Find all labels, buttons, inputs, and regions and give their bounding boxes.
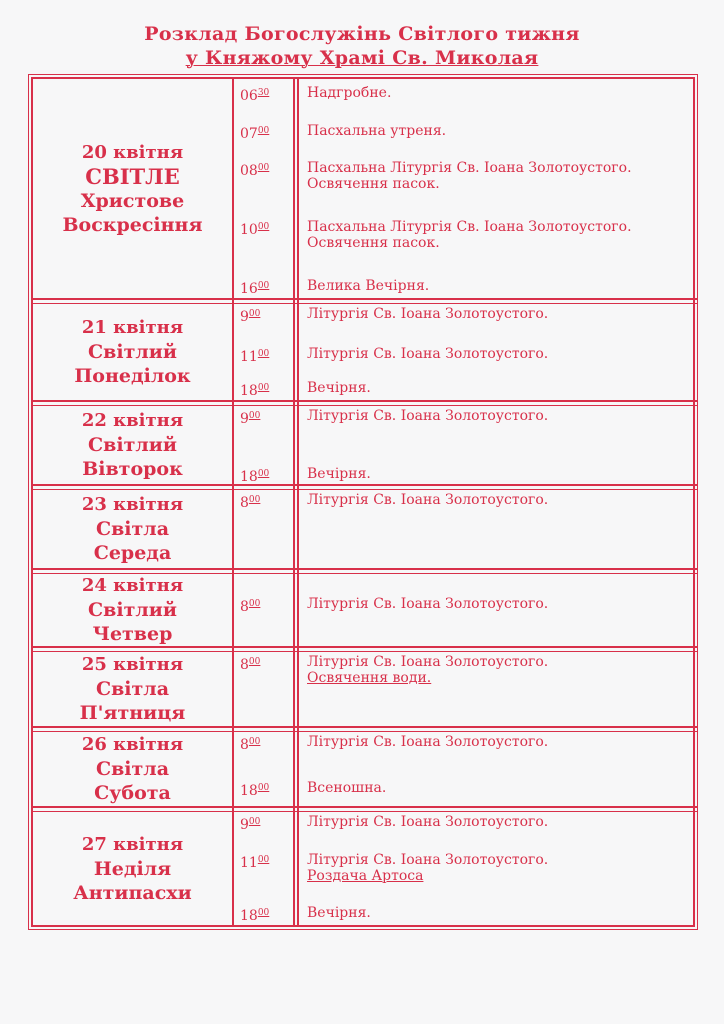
service-name: Надгробне. — [307, 85, 392, 101]
service-name: Літургія Св. Іоана Золотоустого. — [307, 408, 549, 424]
service-time: $9^{00}$ — [240, 817, 261, 833]
day-name: Світлий — [88, 434, 177, 456]
day-date: 21 квітня — [81, 317, 184, 338]
day-date: 22 квітня — [81, 410, 184, 431]
service-time: $07^{00}$ — [240, 126, 270, 142]
service-time: $11^{00}$ — [240, 349, 270, 365]
day-row-21 — [33, 304, 697, 402]
day-date: 20 квітня — [81, 141, 184, 163]
day-date: 23 квітня — [81, 494, 184, 515]
day-date: 25 квітня — [81, 654, 184, 675]
page-title — [0, 22, 724, 70]
service-time: $8^{00}$ — [240, 495, 261, 511]
service-name: Вечірня. — [307, 466, 371, 482]
day-name: Світла — [95, 518, 170, 540]
day-label — [33, 79, 232, 298]
service-time: $9^{00}$ — [240, 411, 261, 427]
service-name: Пасхальна Літургія Св. Іоана Золотоустого. Освячення пасок. — [307, 219, 632, 251]
title-line-2: у Княжому Храмі Св. Миколая — [185, 47, 539, 69]
service-time: $8^{00}$ — [240, 737, 261, 753]
service-name: Літургія Св. Іоана Золотоустого. — [307, 734, 549, 750]
service-time: $08^{00}$ — [240, 163, 270, 179]
day-name: Світлий — [88, 599, 177, 621]
service-time: $9^{00}$ — [240, 309, 261, 325]
service-time: $18^{00}$ — [240, 783, 270, 799]
day-row-24 — [33, 574, 697, 648]
day-sub: Антипасхи — [73, 881, 192, 904]
day-sub: Субота — [94, 782, 171, 804]
service-name: Літургія Св. Іоана Золотоустого. Роздача Артоса — [307, 852, 549, 884]
day-sub: Четвер — [92, 623, 173, 645]
day-label — [33, 406, 232, 484]
day-label — [33, 574, 232, 646]
service-name: Літургія Св. Іоана Золотоустого. — [307, 306, 549, 322]
day-label — [33, 732, 232, 806]
service-time: $18^{00}$ — [240, 469, 270, 485]
day-sub: Христове — [80, 189, 185, 212]
service-name: Вечірня. — [307, 380, 371, 396]
day-label — [33, 812, 232, 925]
day-row-25 — [33, 652, 697, 728]
day-row-20 — [33, 79, 697, 300]
day-label — [33, 490, 232, 568]
schedule-table — [31, 77, 695, 927]
day-sub: Понеділок — [74, 365, 191, 387]
service-name: Пасхальна утреня. — [307, 123, 447, 139]
service-name: Вечірня. — [307, 905, 371, 921]
service-time: $06^{30}$ — [240, 88, 270, 104]
service-name: Літургія Св. Іоана Золотоустого. — [307, 346, 549, 362]
day-label — [33, 652, 232, 726]
day-name: Світлий — [88, 341, 177, 363]
service-name: Літургія Св. Іоана Золотоустого. — [307, 596, 549, 612]
service-time: $10^{00}$ — [240, 222, 270, 238]
service-time: $8^{00}$ — [240, 599, 261, 615]
day-sub: Воскресіння — [62, 213, 203, 236]
service-name: Літургія Св. Іоана Золотоустого. — [307, 492, 549, 508]
day-name: СВІТЛЕ — [85, 163, 180, 189]
day-date: 26 квітня — [81, 734, 184, 755]
service-name: Пасхальна Літургія Св. Іоана Золотоустого. Освячення пасок. — [307, 160, 632, 192]
service-name: Всеношна. — [307, 780, 387, 796]
service-name: Літургія Св. Іоана Золотоустого. — [307, 814, 549, 830]
day-date: 27 квітня — [81, 833, 184, 855]
day-label — [33, 304, 232, 400]
day-row-23 — [33, 490, 697, 570]
service-name: Літургія Св. Іоана Золотоустого. Освячення води. — [307, 654, 549, 686]
day-row-26 — [33, 732, 697, 808]
service-time: $8^{00}$ — [240, 657, 261, 673]
service-time: $18^{00}$ — [240, 908, 270, 924]
day-name: Світла — [95, 678, 170, 700]
title-line-1: Розклад Богослужінь Світлого тижня — [144, 23, 580, 45]
day-sub: Вівторок — [82, 458, 183, 480]
day-name: Неділя — [93, 857, 172, 880]
day-row-27 — [33, 812, 697, 925]
day-sub: Середа — [93, 542, 172, 564]
day-name: Світла — [95, 758, 170, 780]
day-sub: П'ятниця — [79, 702, 186, 724]
service-time: $18^{00}$ — [240, 383, 270, 399]
service-name: Велика Вечірня. — [307, 278, 430, 294]
day-row-22 — [33, 406, 697, 486]
service-time: $11^{00}$ — [240, 855, 270, 871]
service-time: $16^{00}$ — [240, 281, 270, 297]
day-date: 24 квітня — [81, 575, 184, 596]
